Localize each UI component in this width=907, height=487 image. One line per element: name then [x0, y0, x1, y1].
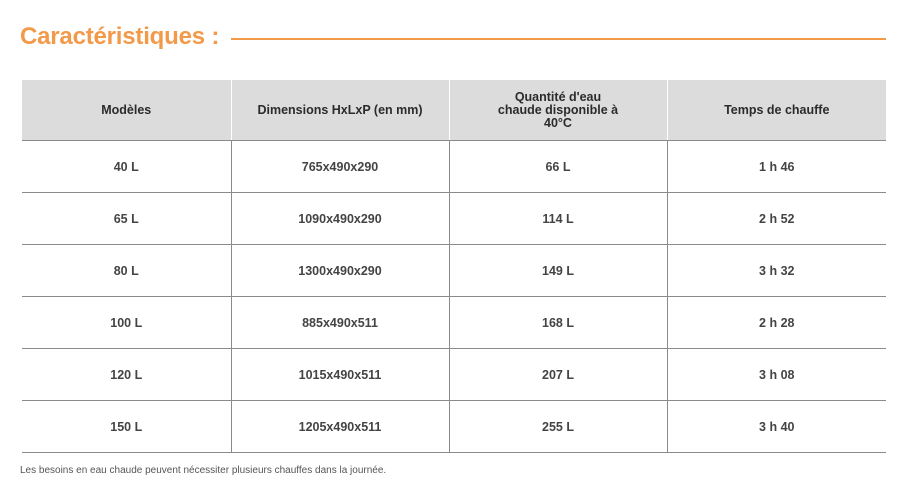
cell-model: 80 L: [22, 245, 231, 297]
cell-dimensions: 1300x490x290: [231, 245, 449, 297]
table-row: [22, 349, 886, 401]
cell-dimensions: 885x490x511: [231, 297, 449, 349]
column-header-heating-time: Temps de chauffe: [667, 80, 886, 141]
table-row: [22, 193, 886, 245]
cell-model: 65 L: [22, 193, 231, 245]
table-header-row: [22, 80, 886, 141]
cell-dimensions: 1015x490x511: [231, 349, 449, 401]
cell-hot-water-quantity: 149 L: [449, 245, 667, 297]
cell-heating-time: 3 h 40: [667, 401, 886, 453]
cell-hot-water-quantity: 66 L: [449, 141, 667, 193]
cell-heating-time: 3 h 08: [667, 349, 886, 401]
table-row: [22, 141, 886, 193]
cell-dimensions: 765x490x290: [231, 141, 449, 193]
cell-model: 120 L: [22, 349, 231, 401]
cell-model: 150 L: [22, 401, 231, 453]
title-divider-line: [231, 38, 886, 40]
specifications-table: [22, 80, 886, 453]
cell-model: 40 L: [22, 141, 231, 193]
cell-dimensions: 1090x490x290: [231, 193, 449, 245]
column-header-models: Modèles: [22, 80, 231, 141]
cell-dimensions: 1205x490x511: [231, 401, 449, 453]
cell-hot-water-quantity: 255 L: [449, 401, 667, 453]
cell-heating-time: 2 h 28: [667, 297, 886, 349]
column-header-hot-water-quantity: [449, 80, 667, 141]
table-row: [22, 245, 886, 297]
cell-heating-time: 1 h 46: [667, 141, 886, 193]
cell-heating-time: 2 h 52: [667, 193, 886, 245]
section-header: [20, 20, 886, 54]
cell-heating-time: 3 h 32: [667, 245, 886, 297]
cell-hot-water-quantity: 168 L: [449, 297, 667, 349]
column-header-hot-water-quantity-label: Quantité d'eau chaude disponible à 40°C: [497, 89, 619, 130]
column-header-dimensions: Dimensions HxLxP (en mm): [231, 80, 449, 141]
cell-hot-water-quantity: 114 L: [449, 193, 667, 245]
table-row: [22, 297, 886, 349]
cell-hot-water-quantity: 207 L: [449, 349, 667, 401]
section-title: Caractéristiques :: [20, 23, 220, 50]
cell-model: 100 L: [22, 297, 231, 349]
footnote: Les besoins en eau chaude peuvent nécessiter plusieurs chauffes dans la journée.: [20, 465, 387, 476]
table-row: [22, 401, 886, 453]
